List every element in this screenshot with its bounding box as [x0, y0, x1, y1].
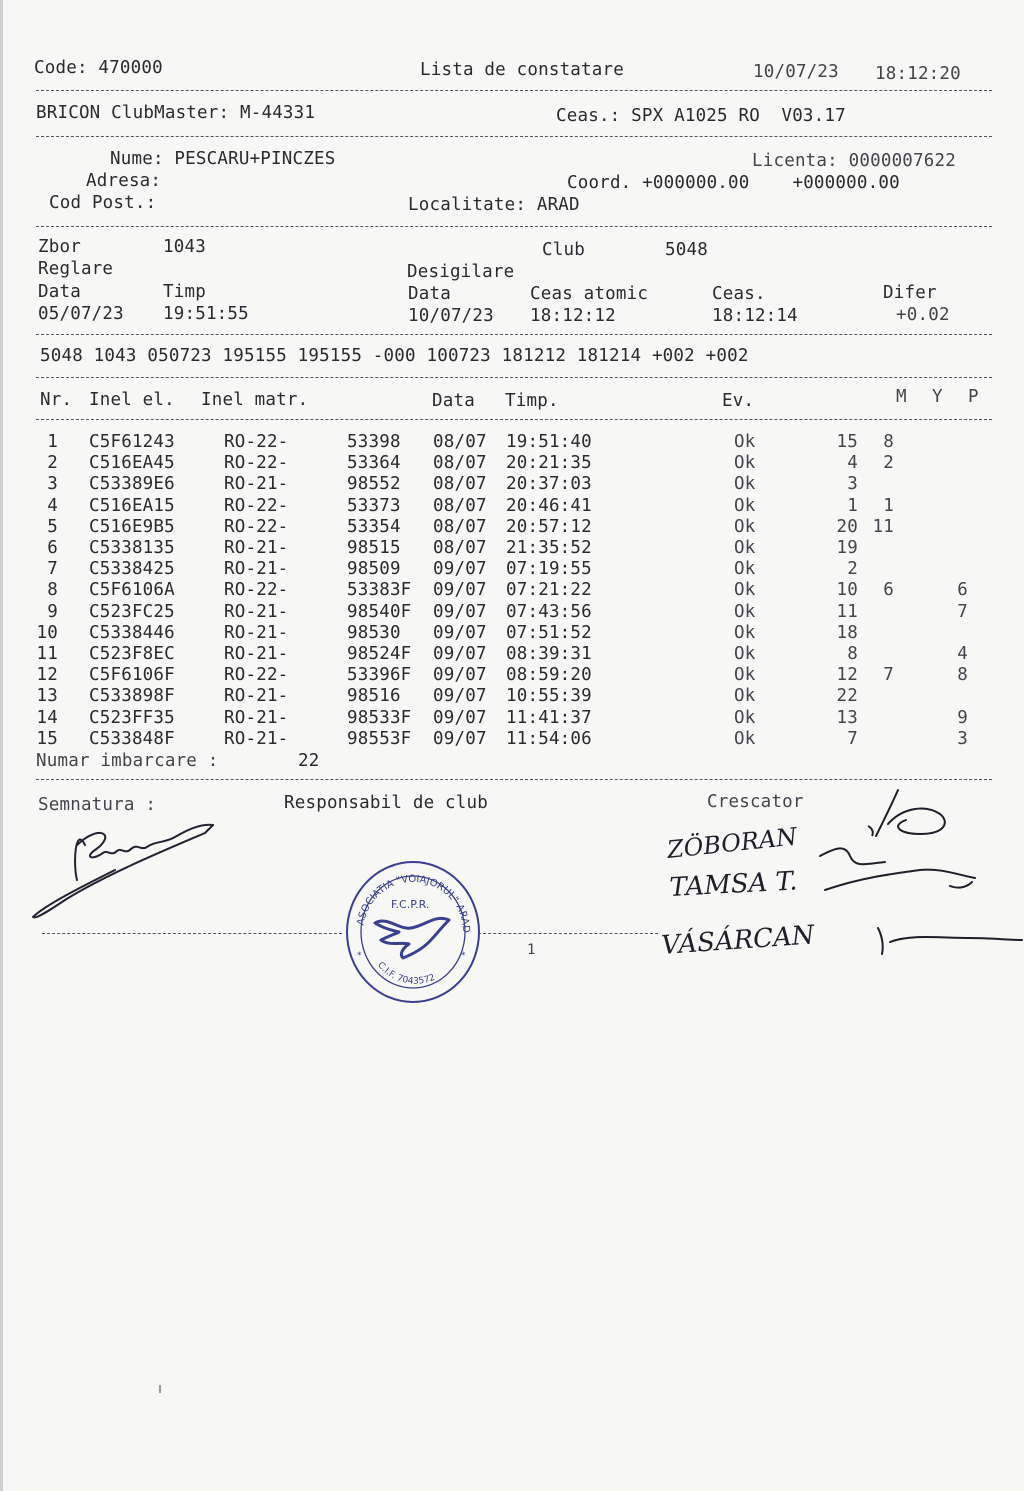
cell-inel-matr: 98509 [347, 559, 401, 580]
club-number: 5048 [665, 240, 708, 260]
stamp-ring-text: ASOCIATIA "VOIAJORUL" ARAD [355, 873, 472, 934]
breeder-signature-3: VÁSÁRCAN [660, 920, 816, 961]
cell-timp: 20:37:03 [506, 474, 592, 495]
cell-inel-el: C516EA15 [89, 495, 175, 516]
club-responsible-label: Responsabil de club [284, 793, 488, 813]
cell-ev: Ok [734, 559, 756, 580]
breeder-signature-1: ZÖBORAN [665, 822, 799, 864]
cell-prefix: RO-21- [224, 601, 289, 622]
cell-prefix: RO-21- [224, 686, 289, 707]
cell-p: 4 [957, 644, 968, 664]
cell-data: 09/07 [433, 728, 487, 749]
club-signature [25, 805, 225, 930]
cell-inel-el: C523F8EC [89, 644, 175, 664]
cell-prefix: RO-21- [224, 707, 289, 728]
cell-ev: Ok [734, 495, 756, 516]
locality: Localitate: ARAD [408, 195, 580, 215]
cell-inel-el: C5338135 [89, 538, 175, 558]
clubmaster-label: BRICON ClubMaster: M-44331 [36, 103, 316, 123]
cell-m: 13 [836, 707, 858, 728]
cell-inel-matr: 98515 [347, 538, 401, 558]
separator [36, 136, 992, 137]
club-label: Club [542, 240, 585, 260]
summary-code-line: 5048 1043 050723 195155 195155 -000 100723 181212 181214 +002 +002 [40, 346, 749, 366]
cell-prefix: RO-22- [224, 516, 289, 537]
clock-info: Ceas.: SPX A1025 RO V03.17 [556, 106, 846, 126]
cell-inel-el: C533898F [89, 686, 175, 707]
cell-ev: Ok [734, 644, 756, 664]
cell-inel-el: C533848F [89, 728, 175, 749]
breeder-signature-2: TAMSA T. [668, 866, 799, 903]
separator [36, 377, 992, 378]
boarding-count: 22 [298, 751, 320, 771]
cell-y: 7 [883, 665, 894, 686]
cell-data: 09/07 [433, 686, 487, 707]
cell-prefix: RO-21- [224, 728, 289, 749]
cell-prefix: RO-21- [224, 474, 289, 495]
association-stamp [343, 858, 483, 1006]
cell-data: 09/07 [433, 580, 487, 601]
header-time: 18:12:20 [875, 64, 961, 84]
cell-prefix: RO-21- [224, 644, 289, 664]
cell-y: 6 [883, 580, 894, 601]
cell-inel-el: C5F6106A [89, 580, 175, 601]
scan-speck [159, 1385, 161, 1393]
cell-inel-el: C523FF35 [89, 707, 175, 728]
cell-m: 3 [847, 474, 858, 495]
cell-m: 10 [836, 580, 858, 601]
cell-m: 19 [836, 538, 858, 558]
col-nr: Nr. [40, 390, 73, 410]
cell-inel-el: C523FC25 [89, 601, 175, 622]
breeder-signatures [650, 778, 1024, 968]
cell-data: 09/07 [433, 601, 487, 622]
cell-nr: 7 [47, 559, 58, 580]
cell-p: 8 [957, 665, 968, 686]
cell-inel-el: C5338425 [89, 559, 175, 580]
setting-time-label: Timp [163, 282, 206, 302]
cell-inel-matr: 98533F [347, 707, 412, 728]
page-edge [0, 0, 3, 1491]
separator [42, 933, 342, 934]
cell-inel-matr: 53354 [347, 516, 401, 537]
cell-data: 08/07 [433, 516, 487, 537]
cell-m: 12 [836, 665, 858, 686]
cell-inel-matr: 98530 [347, 622, 401, 643]
cell-nr: 5 [47, 516, 58, 537]
cell-timp: 21:35:52 [506, 538, 592, 558]
atomic-clock-label: Ceas atomic [530, 284, 649, 304]
svg-text:C.I.F. 7043572 [375, 960, 436, 986]
difference-value: +0.02 [896, 305, 950, 325]
cell-data: 08/07 [433, 453, 487, 474]
setting-date: 05/07/23 [38, 304, 124, 324]
cell-data: 08/07 [433, 495, 487, 516]
cell-p: 3 [957, 728, 968, 749]
col-inel-matr: Inel matr. [201, 390, 309, 410]
atomic-clock-time: 18:12:12 [530, 306, 616, 326]
cell-prefix: RO-22- [224, 495, 289, 516]
license-number: Licenta: 0000007622 [752, 151, 956, 171]
cell-nr: 8 [47, 580, 58, 601]
clock-time: 18:12:14 [712, 306, 798, 326]
cell-y: 8 [883, 432, 894, 452]
cell-timp: 20:21:35 [506, 453, 592, 474]
cell-inel-el: C53389E6 [89, 474, 175, 495]
unsealing-date: 10/07/23 [408, 306, 494, 326]
cell-timp: 08:59:20 [506, 665, 592, 686]
cell-nr: 12 [36, 665, 58, 686]
cell-data: 09/07 [433, 665, 487, 686]
cell-data: 08/07 [433, 538, 487, 558]
cell-m: 15 [836, 432, 858, 452]
cell-nr: 10 [36, 622, 58, 643]
cell-ev: Ok [734, 538, 756, 558]
cell-prefix: RO-22- [224, 453, 289, 474]
breeder-label: Crescator [707, 792, 804, 812]
cell-timp: 11:54:06 [506, 728, 592, 749]
cell-inel-el: C5F6106F [89, 665, 175, 686]
cell-p: 9 [957, 707, 968, 728]
cell-m: 18 [836, 622, 858, 643]
owner-name: Nume: PESCARU+PINCZES [110, 149, 336, 169]
cell-inel-matr: 53383F [347, 580, 412, 601]
cell-nr: 15 [36, 728, 58, 749]
separator [36, 90, 992, 91]
cell-y: 2 [883, 453, 894, 474]
cell-prefix: RO-22- [224, 580, 289, 601]
header-date: 10/07/23 [753, 62, 839, 82]
cell-data: 08/07 [433, 474, 487, 495]
cell-inel-matr: 98553F [347, 728, 412, 749]
flight-number: 1043 [163, 237, 206, 257]
cell-inel-matr: 98552 [347, 474, 401, 495]
cell-timp: 19:51:40 [506, 432, 592, 452]
col-data: Data [432, 391, 475, 411]
separator [36, 226, 992, 227]
cell-ev: Ok [734, 474, 756, 495]
cell-inel-el: C516E9B5 [89, 516, 175, 537]
cell-ev: Ok [734, 665, 756, 686]
boarding-count-label: Numar imbarcare : [36, 751, 219, 771]
cell-nr: 11 [36, 644, 58, 664]
cell-timp: 20:46:41 [506, 495, 592, 516]
cell-timp: 07:43:56 [506, 601, 592, 622]
cell-nr: 2 [47, 453, 58, 474]
unsealing-label: Desigilare [407, 262, 515, 282]
cell-inel-matr: 53396F [347, 665, 412, 686]
flight-label: Zbor [38, 237, 81, 257]
code-label: Code: 470000 [34, 58, 163, 78]
separator [36, 334, 992, 335]
cell-timp: 08:39:31 [506, 644, 592, 664]
cell-nr: 3 [47, 474, 58, 495]
cell-ev: Ok [734, 516, 756, 537]
cell-ev: Ok [734, 686, 756, 707]
clock-label: Ceas. [712, 284, 766, 304]
cell-inel-matr: 98516 [347, 686, 401, 707]
cell-nr: 6 [47, 538, 58, 558]
setting-date-label: Data [38, 282, 81, 302]
cell-prefix: RO-22- [224, 432, 289, 452]
address-label: Adresa: [86, 171, 162, 191]
difference-label: Difer [883, 283, 937, 303]
signature-label: Semnatura : [38, 795, 157, 815]
cell-inel-el: C5F61243 [89, 432, 175, 452]
separator [36, 419, 992, 420]
cell-data: 09/07 [433, 559, 487, 580]
setting-time: 19:51:55 [163, 304, 249, 324]
stamp-cif-text: C.I.F. 7043572 [375, 960, 437, 987]
cell-prefix: RO-22- [224, 665, 289, 686]
col-p: P [968, 387, 979, 407]
cell-prefix: RO-21- [224, 538, 289, 558]
cell-ev: Ok [734, 453, 756, 474]
cell-nr: 1 [47, 432, 58, 452]
cell-data: 08/07 [433, 432, 487, 452]
svg-text:*: * [461, 951, 466, 961]
cell-ev: Ok [734, 432, 756, 452]
cell-inel-matr: 53398 [347, 432, 401, 452]
cell-m: 4 [847, 453, 858, 474]
col-ev: Ev. [722, 391, 755, 411]
cell-y: 11 [872, 516, 894, 537]
setting-label: Reglare [38, 259, 114, 279]
cell-nr: 14 [36, 707, 58, 728]
cell-m: 8 [847, 644, 858, 664]
cell-inel-matr: 98540F [347, 601, 412, 622]
cell-nr: 4 [47, 495, 58, 516]
cell-nr: 13 [36, 686, 58, 707]
postal-code-label: Cod Post.: [49, 193, 157, 213]
coordinates: Coord. +000000.00 +000000.00 [567, 173, 900, 193]
unsealing-date-label: Data [408, 284, 451, 304]
page-number: 1 [527, 942, 536, 958]
cell-data: 09/07 [433, 644, 487, 664]
cell-timp: 10:55:39 [506, 686, 592, 707]
col-timp: Timp. [505, 391, 559, 411]
cell-ev: Ok [734, 580, 756, 601]
separator [478, 933, 658, 934]
cell-timp: 20:57:12 [506, 516, 592, 537]
document-title: Lista de constatare [420, 60, 624, 80]
cell-timp: 07:51:52 [506, 622, 592, 643]
cell-inel-matr: 98524F [347, 644, 412, 664]
cell-inel-matr: 53373 [347, 495, 401, 516]
cell-inel-el: C516EA45 [89, 453, 175, 474]
cell-inel-matr: 53364 [347, 453, 401, 474]
col-m: M [896, 387, 907, 407]
cell-ev: Ok [734, 728, 756, 749]
svg-text:*: * [357, 951, 362, 961]
cell-ev: Ok [734, 601, 756, 622]
cell-p: 7 [957, 601, 968, 622]
cell-timp: 11:41:37 [506, 707, 592, 728]
cell-ev: Ok [734, 622, 756, 643]
col-inel-el: Inel el. [89, 390, 175, 410]
cell-m: 11 [836, 601, 858, 622]
cell-prefix: RO-21- [224, 559, 289, 580]
cell-m: 20 [836, 516, 858, 537]
cell-timp: 07:19:55 [506, 559, 592, 580]
cell-nr: 9 [47, 601, 58, 622]
col-y: Y [932, 387, 943, 407]
cell-timp: 07:21:22 [506, 580, 592, 601]
cell-data: 09/07 [433, 707, 487, 728]
cell-ev: Ok [734, 707, 756, 728]
cell-inel-el: C5338446 [89, 622, 175, 643]
cell-m: 2 [847, 559, 858, 580]
cell-m: 22 [836, 686, 858, 707]
cell-m: 7 [847, 728, 858, 749]
cell-data: 09/07 [433, 622, 487, 643]
cell-m: 1 [847, 495, 858, 516]
stamp-center-text: F.C.P.R. [391, 898, 430, 911]
cell-y: 1 [883, 495, 894, 516]
cell-prefix: RO-21- [224, 622, 289, 643]
cell-p: 6 [957, 580, 968, 601]
